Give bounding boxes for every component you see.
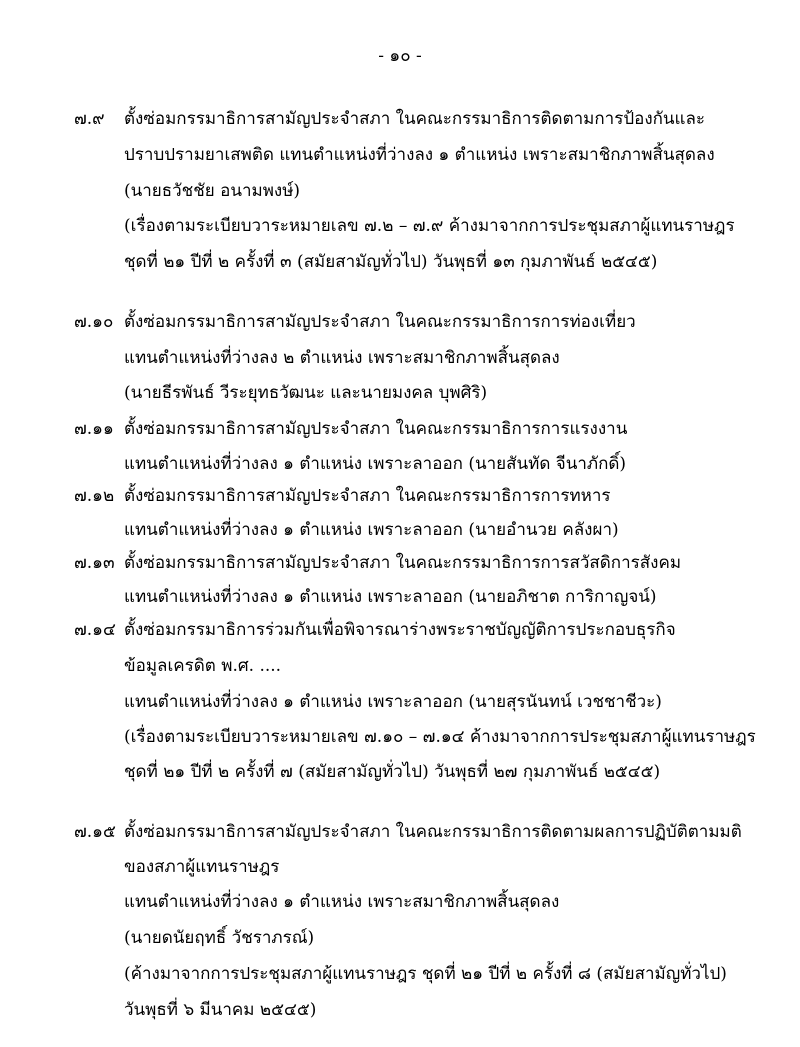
- item-number: ๗.๑๔: [74, 620, 116, 640]
- item-number: ๗.๑๒: [74, 486, 115, 506]
- item-line: แทนตำแหน่งที่ว่างลง ๒ ตำแหน่ง เพราะสมาชิกภาพสิ้นสุดลง: [124, 348, 560, 368]
- page-number: - ๑๐ -: [378, 46, 422, 66]
- item-number: ๗.๑๓: [74, 553, 115, 573]
- item-line: ตั้งซ่อมกรรมาธิการสามัญประจำสภา ในคณะกรรมาธิการการทหาร: [124, 486, 611, 506]
- item-line: (นายธีรพันธ์ วีระยุทธวัฒนะ และนายมงคล บุพศิริ): [124, 383, 488, 403]
- item-line: (เรื่องตามระเบียบวาระหมายเลข ๗.๒ – ๗.๙ ค้างมาจากการประชุมสภาผู้แทนราษฎร: [124, 216, 735, 236]
- item-number: ๗.๙: [74, 109, 105, 129]
- item-line: แทนตำแหน่งที่ว่างลง ๑ ตำแหน่ง เพราะสมาชิกภาพสิ้นสุดลง: [124, 892, 560, 912]
- item-line: (นายธวัชชัย อนามพงษ์): [124, 181, 301, 201]
- item-line: (ค้างมาจากการประชุมสภาผู้แทนราษฎร ชุดที่ ๒๑ ปีที่ ๒ ครั้งที่ ๘ (สมัยสามัญทั่วไป): [124, 964, 727, 984]
- item-line: แทนตำแหน่งที่ว่างลง ๑ ตำแหน่ง เพราะลาออก (นายอภิชาต การิกาญจน์): [124, 587, 657, 607]
- item-line: วันพุธที่ ๖ มีนาคม ๒๕๔๕): [124, 1000, 317, 1020]
- item-line: ตั้งซ่อมกรรมาธิการสามัญประจำสภา ในคณะกรรมาธิการติดตามการป้องกันและ: [124, 109, 706, 129]
- item-number: ๗.๑๑: [74, 419, 114, 439]
- item-line: (นายดนัยฤทธิ์ วัชราภรณ์): [124, 928, 315, 948]
- item-line: (เรื่องตามระเบียบวาระหมายเลข ๗.๑๐ – ๗.๑๔ ค้างมาจากการประชุมสภาผู้แทนราษฎร: [124, 727, 756, 747]
- item-line: ชุดที่ ๒๑ ปีที่ ๒ ครั้งที่ ๓ (สมัยสามัญทั่วไป) วันพุธที่ ๑๓ กุมภาพันธ์ ๒๕๔๕): [124, 252, 658, 272]
- item-line: แทนตำแหน่งที่ว่างลง ๑ ตำแหน่ง เพราะลาออก (นายสันทัด จีนาภักดิ์): [124, 454, 627, 474]
- item-line: ตั้งซ่อมกรรมาธิการร่วมกันเพื่อพิจารณาร่างพระราชบัญญัติการประกอบธุรกิจ: [124, 620, 676, 640]
- item-line: ข้อมูลเครดิต พ.ศ. ....: [124, 656, 282, 676]
- item-line: ตั้งซ่อมกรรมาธิการสามัญประจำสภา ในคณะกรรมาธิการการท่องเที่ยว: [124, 312, 636, 332]
- item-number: ๗.๑๐: [74, 312, 114, 332]
- item-line: ปราบปรามยาเสพติด แทนตำแหน่งที่ว่างลง ๑ ตำแหน่ง เพราะสมาชิกภาพสิ้นสุดลง: [124, 145, 715, 165]
- item-line: แทนตำแหน่งที่ว่างลง ๑ ตำแหน่ง เพราะลาออก (นายสุรนันทน์ เวชชาชีวะ): [124, 692, 662, 712]
- item-number: ๗.๑๕: [74, 822, 116, 842]
- item-line: ตั้งซ่อมกรรมาธิการสามัญประจำสภา ในคณะกรรมาธิการการแรงงาน: [124, 419, 628, 439]
- item-line: ตั้งซ่อมกรรมาธิการสามัญประจำสภา ในคณะกรรมาธิการติดตามผลการปฏิบัติตามมติ: [124, 822, 742, 842]
- item-line: ชุดที่ ๒๑ ปีที่ ๒ ครั้งที่ ๗ (สมัยสามัญทั่วไป) วันพุธที่ ๒๗ กุมภาพันธ์ ๒๕๔๕): [124, 762, 661, 782]
- item-line: แทนตำแหน่งที่ว่างลง ๑ ตำแหน่ง เพราะลาออก (นายอำนวย คลังผา): [124, 520, 619, 540]
- item-line: ของสภาผู้แทนราษฎร: [124, 857, 280, 877]
- item-line: ตั้งซ่อมกรรมาธิการสามัญประจำสภา ในคณะกรรมาธิการการสวัสดิการสังคม: [124, 553, 682, 573]
